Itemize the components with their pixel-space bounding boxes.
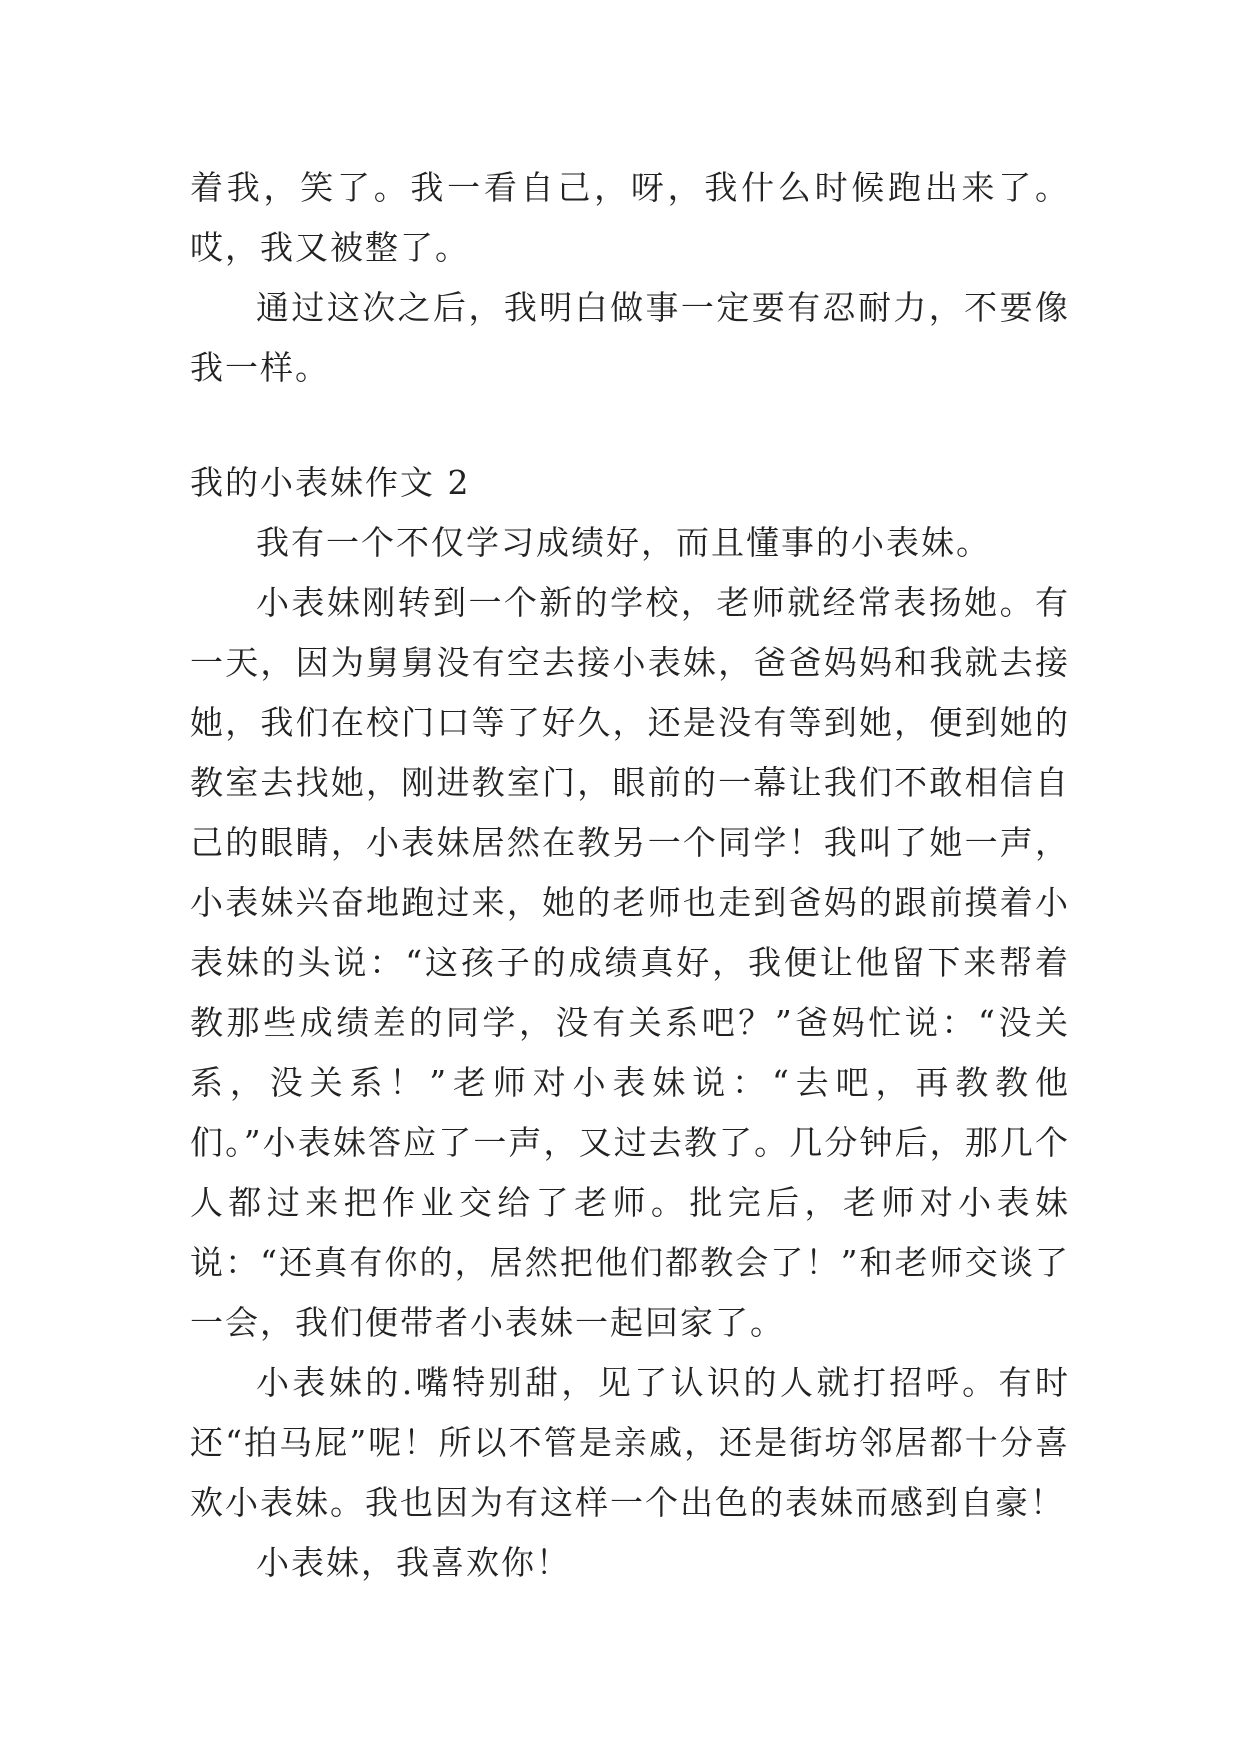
document-body <box>190 158 1070 1593</box>
section-title: 我的小表妹作文 2 <box>190 463 471 502</box>
paragraph-conclusion: 通过这次之后，我明白做事一定要有忍耐力，不要像我一样。 <box>190 288 1070 387</box>
paragraph-continued: 着我，笑了。我一看自己，呀，我什么时候跑出来了。哎，我又被整了。 <box>190 168 1070 267</box>
paragraph-story: 小表妹刚转到一个新的学校，老师就经常表扬她。有一天，因为舅舅没有空去接小表妹，爸爸妈妈和我就去接她，我们在校门口等了好久，还是没有等到她，便到她的教室去找她，刚进教室门，眼前的一幕让我们不敢相信自己的眼睛，小表妹居然在教另一个同学！我叫了她一声，小表妹兴奋地跑过来，她的老师也走到爸妈的跟前摸着小表妹的头说：“这孩子的成绩真好，我便让他留下来帮着教那些成绩差的同学，没有关系吧？”爸妈忙说：“没关系，没关系！”老师对小表妹说：“去吧，再教教他们。”小表妹答应了一声，又过去教了。几分钟后，那几个人都过来把作业交给了老师。批完后，老师对小表妹说：“还真有你的，居然把他们都教会了！”和老师交谈了一会，我们便带者小表妹一起回家了。 <box>190 583 1070 1342</box>
paragraph-ending: 小表妹，我喜欢你！ <box>256 1543 571 1582</box>
paragraph-sweet: 小表妹的.嘴特别甜，见了认识的人就打招呼。有时还“拍马屁”呢！所以不管是亲戚，还是街坊邻居都十分喜欢小表妹。我也因为有这样一个出色的表妹而感到自豪！ <box>190 1363 1070 1522</box>
paragraph-intro: 我有一个不仅学习成绩好，而且懂事的小表妹。 <box>256 523 991 562</box>
